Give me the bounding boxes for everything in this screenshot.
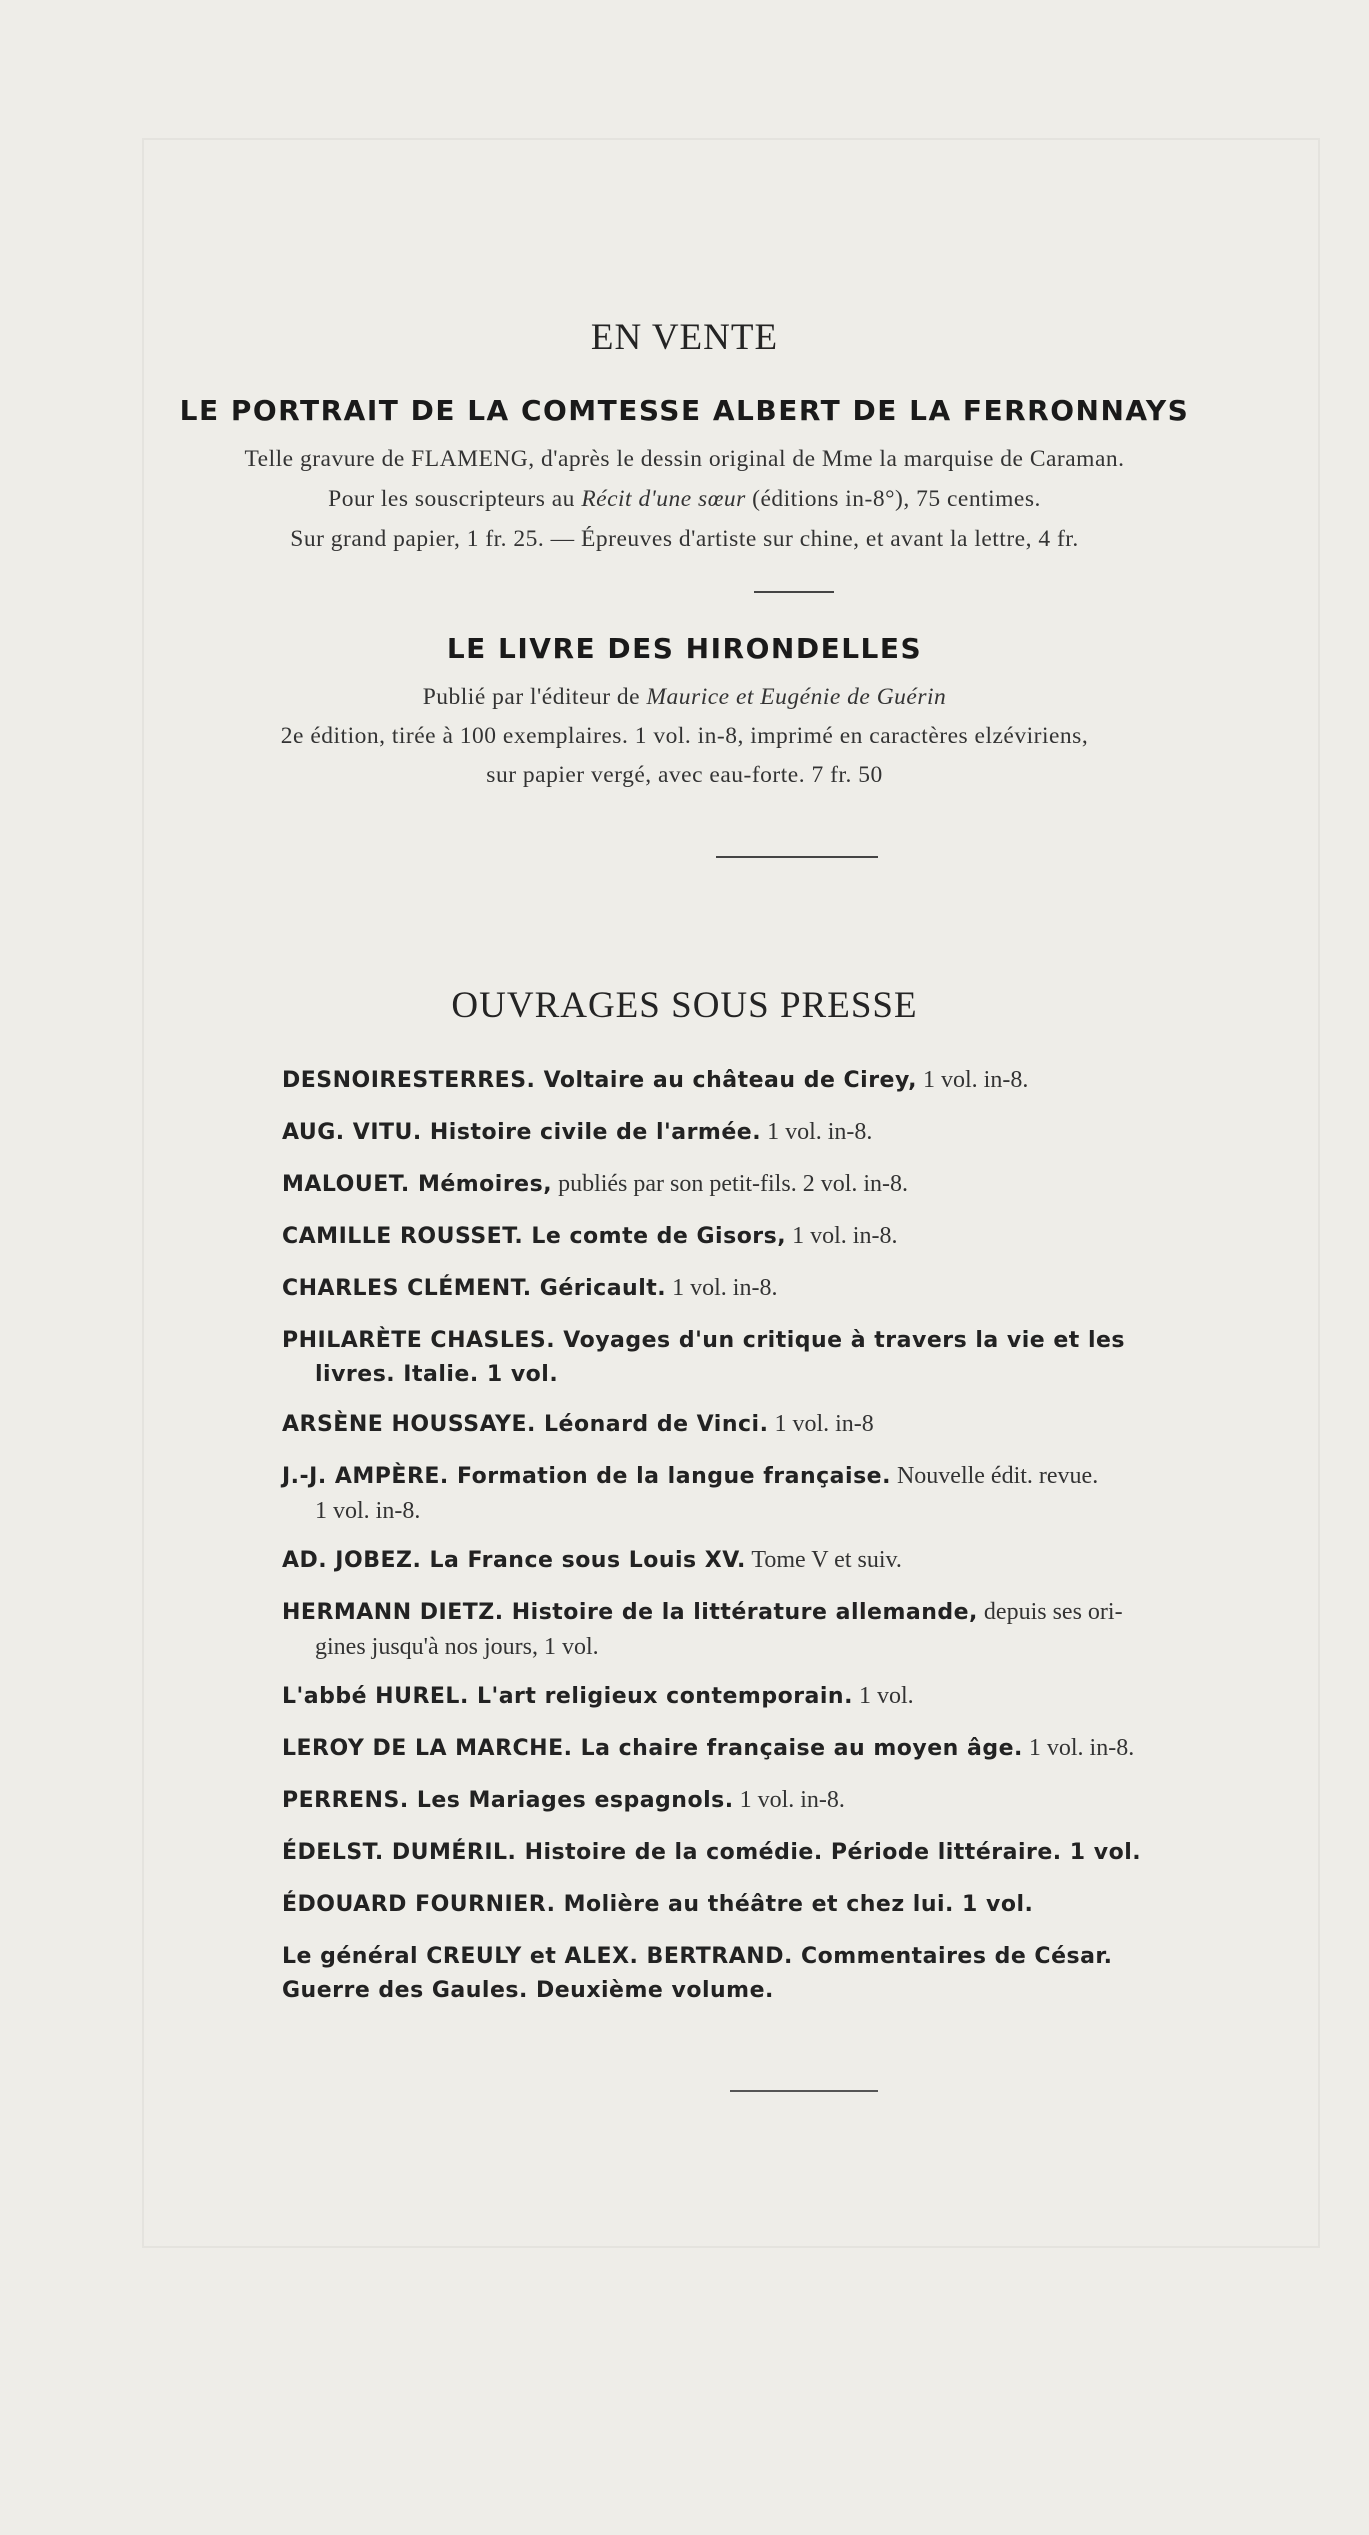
list-item: J.-J. AMPÈRE. Formation de la langue française. Nouvelle édit. revue. 1 vol. in-8. [282, 1463, 1099, 1524]
list-item: CAMILLE ROUSSET. Le comte de Gisors, 1 vol. in-8. [282, 1223, 898, 1249]
sous-presse-heading: OUVRAGES SOUS PRESSE [451, 985, 918, 1026]
divider-rule [754, 591, 834, 593]
list-item: MALOUET. Mémoires, publiés par son petit-fils. 2 vol. in-8. [282, 1171, 909, 1197]
divider-rule [716, 856, 878, 858]
hirondelles-line-1: Publié par l'éditeur de Maurice et Eugénie de Guérin [422, 684, 947, 710]
closing-rule [730, 2090, 878, 2092]
hirondelles-title: LE LIVRE DES HIRONDELLES [446, 632, 923, 665]
hirondelles-line-2: 2e édition, tirée à 100 exemplaires. 1 vol. in-8, imprimé en caractères elzéviriens, [280, 723, 1089, 749]
list-item: AUG. VITU. Histoire civile de l'armée. 1 vol. in-8. [282, 1119, 873, 1145]
list-item: ÉDELST. DUMÉRIL. Histoire de la comédie. Période littéraire. 1 vol. [282, 1840, 1142, 1865]
portrait-line-3: Sur grand papier, 1 fr. 25. — Épreuves d'artiste sur chine, et avant la lettre, 4 fr. [290, 526, 1079, 552]
list-item: L'abbé HUREL. L'art religieux contemporain. 1 vol. [282, 1683, 914, 1709]
en-vente-heading: EN VENTE [590, 317, 779, 358]
list-item: CHARLES CLÉMENT. Géricault. 1 vol. in-8. [282, 1275, 778, 1301]
hirondelles-line-3: sur papier vergé, avec eau-forte. 7 fr. 50 [486, 762, 883, 788]
list-item: PHILARÈTE CHASLES. Voyages d'un critique à travers la vie et les livres. Italie. 1 vol. [282, 1328, 1126, 1387]
list-item: LEROY DE LA MARCHE. La chaire française au moyen âge. 1 vol. in-8. [282, 1735, 1135, 1761]
list-item: Le général CREULY et ALEX. BERTRAND. Commentaires de César. Guerre des Gaules. Deuxième volume. [282, 1944, 1113, 2003]
portrait-line-2: Pour les souscripteurs au Récit d'une sœur (éditions in-8°), 75 centimes. [328, 486, 1041, 512]
list-item: ARSÈNE HOUSSAYE. Léonard de Vinci. 1 vol. in-8 [282, 1411, 874, 1437]
list-item: HERMANN DIETZ. Histoire de la littérature allemande, depuis ses ori- gines jusqu'à nos jours, 1 vol. [282, 1599, 1123, 1660]
portrait-line-1: Telle gravure de FLAMENG, d'après le dessin original de Mme la marquise de Caraman. [244, 446, 1125, 472]
portrait-title: LE PORTRAIT DE LA COMTESSE ALBERT DE LA FERRONNAYS [179, 394, 1190, 427]
list-item: ÉDOUARD FOURNIER. Molière au théâtre et chez lui. 1 vol. [282, 1892, 1034, 1917]
list-item: AD. JOBEZ. La France sous Louis XV. Tome V et suiv. [282, 1547, 902, 1573]
list-item: DESNOIRESTERRES. Voltaire au château de Cirey, 1 vol. in-8. [282, 1067, 1029, 1093]
list-item: PERRENS. Les Mariages espagnols. 1 vol. in-8. [282, 1787, 845, 1813]
